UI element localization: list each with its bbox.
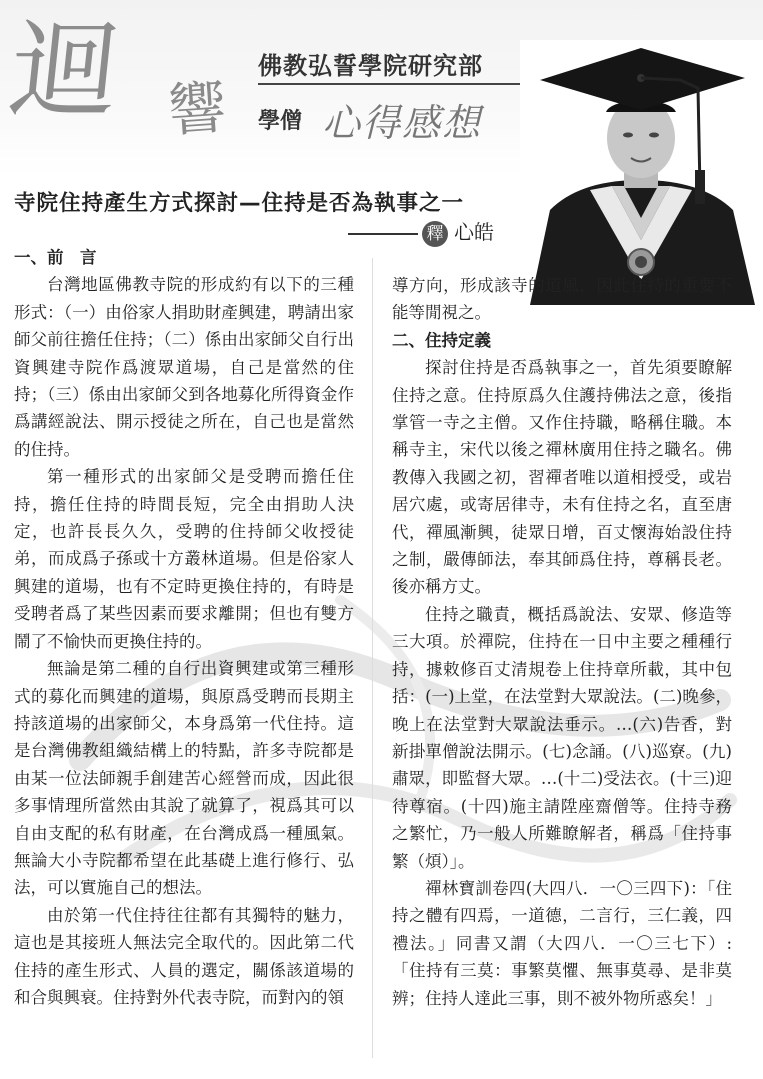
paragraph: 禪林寶訓卷四(大四八．一〇三四下)：「住持之體有四焉，一道德，二言行，三仁義，四禮法。」同書又謂（大四八．一〇三七下）:「住持有三莫：事繁莫懼、無事莫尋、是非莫辨；住持人達此三事，則不被外物所惑矣！」 bbox=[392, 878, 732, 1008]
right-column bbox=[392, 272, 732, 1012]
article-title: 寺院住持產生方式探討—住持是否為執事之一 bbox=[14, 191, 465, 216]
header-rule bbox=[258, 83, 528, 85]
author-prefix-badge: 釋 bbox=[422, 221, 448, 247]
student-label: 學僧 bbox=[258, 109, 303, 134]
column-divider bbox=[372, 258, 373, 1058]
author-name: 心皓 bbox=[454, 220, 494, 244]
left-column bbox=[14, 244, 354, 1011]
paragraph: 無論是第二種的自行出資興建或第三種形式的募化而興建的道場，與原爲受聘而長期主持該道場的出家師父，本身爲第一代住持。這是台灣佛教組織結構上的特點，許多寺院都是由某一位法師親手創建苦心經營而成，因此很多事情理所當然由其說了就算了，視爲其可以自由支配的私有財產，在台灣成爲一種風氣。無論大小寺院都希望在此基礎上進行修行、弘法，可以實施自己的想法。 bbox=[14, 659, 354, 898]
section-heading-intro: 一、前 言 bbox=[14, 248, 97, 267]
paragraph: 探討住持是否爲執事之一，首先須要瞭解住持之意。住持原爲久住護持佛法之意，後指掌管一寺之主僧。又作住持職，略稱住職。本稱寺主，宋代以後之禪林廣用住持之職名。佛教傳入我國之初，習禪者唯以道相授受，或岩居穴處，或寄居律寺，未有住持之名，直至唐代，禪風漸興，徒眾日增，百丈懷海始設住持之制，嚴傳師法，奉其師爲住持，尊稱長老。後亦稱方丈。 bbox=[392, 358, 732, 597]
paragraph: 第一種形式的出家師父是受聘而擔任住持，擔任住持的時間長短，完全由捐助人決定，也許長長久久，受聘的住持師父收授徒弟，而成爲子孫或十方叢林道場。但是俗家人興建的道場，也有不定時更換住持的，有時是受聘者爲了某些因素而要求離開；但也有雙方鬧了不愉快而更換住持的。 bbox=[14, 467, 354, 651]
paragraph: 住持之職責，概括爲說法、安眾、修造等三大項。於禪院，住持在一日中主要之種種行持，據敕修百丈清規卷上住持章所載，其中包括：(一)上堂，在法堂對大眾說法。(二)晚參，晚上在法堂對大眾說法垂示。…(六)告香，對新掛單僧說法開示。(七)念誦。(八)巡寮。(九)肅眾，即監督大眾。…(十二)受法衣。(十三)迎待尊宿。(十四)施主請陞座齋僧等。住持寺務之繁忙，乃一般人所難瞭解者，稱爲「住持事繁（煩）」。 bbox=[392, 604, 732, 871]
section-heading-definition: 二、住持定義 bbox=[392, 330, 491, 350]
author-dash bbox=[348, 233, 418, 235]
essay-label: 心得感想 bbox=[322, 101, 483, 145]
header-small-calligraphy: 響 bbox=[166, 73, 229, 145]
paragraph: 由於第一代住持往往都有其獨特的魅力，這也是其接班人無法完全取代的。因此第二代住持的產生形式、人員的選定，關係該道場的和合與興衰。住持對外代表寺院，而對內的領 bbox=[14, 905, 354, 1007]
article-author bbox=[348, 216, 494, 247]
header-big-calligraphy: 迴 bbox=[3, 9, 125, 134]
institute-name: 佛教弘誓學院研究部 bbox=[258, 52, 483, 80]
paragraph: 台灣地區佛教寺院的形成約有以下的三種形式：（一）由俗家人捐助財產興建，聘請出家師父前往擔任住持；（二）係由出家師父自行出資興建寺院作爲渡眾道場，自己是當然的住持；（三）係由出家師父到各地募化所得資金作爲講經說法、開示授徒之所在，自己也是當然的住持。 bbox=[14, 275, 354, 459]
author-photo bbox=[520, 40, 763, 305]
paragraph-continuation: 導方向，形成該寺的道風，因此住持的重要不能等閒視之。 bbox=[392, 276, 732, 323]
